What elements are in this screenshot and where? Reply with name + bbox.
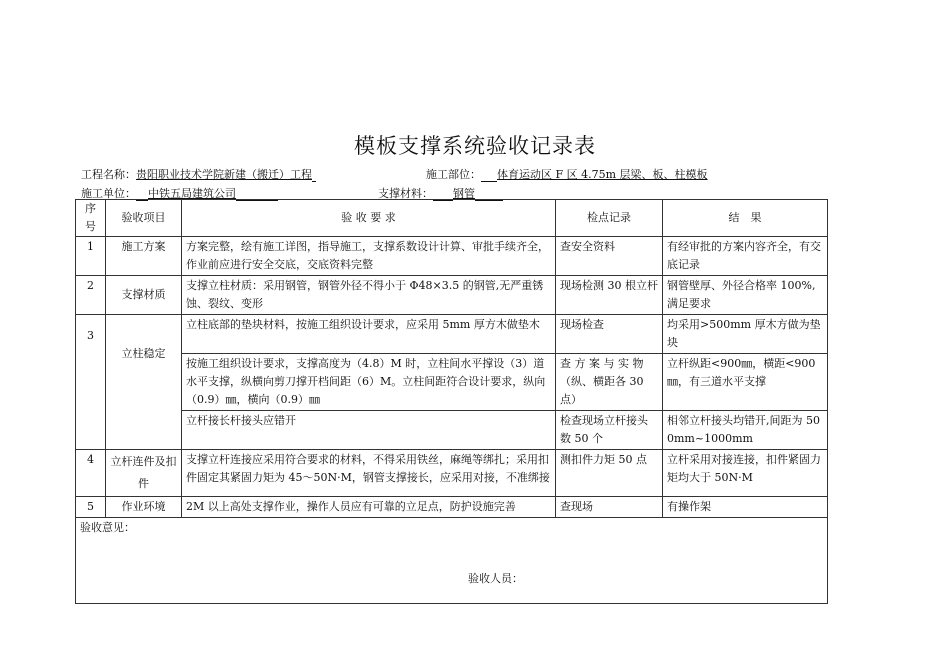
row-result: 有操作架 xyxy=(663,497,828,518)
row-check-record: 测扣件力矩 50 点 xyxy=(556,450,663,497)
row-check-record: 查安全资料 xyxy=(556,237,663,276)
row-number: 3 xyxy=(76,315,106,450)
row-requirement: 2M 以上高处支撑作业，操作人员应有可靠的立足点，防护设施完善 xyxy=(182,497,556,518)
header-requirement: 验 收 要 求 xyxy=(182,200,556,237)
project-name-value: 贵阳职业技术学院新建（搬迁）工程 xyxy=(136,168,312,181)
document-title: 模板支撑系统验收记录表 xyxy=(354,134,596,158)
row-check-record: 查现场 xyxy=(556,497,663,518)
construction-location-label: 施工部位： xyxy=(426,168,481,181)
header-check-record: 检点记录 xyxy=(556,200,663,237)
row-result: 立杆采用对接连接，扣件紧固力矩均大于 50N·M xyxy=(663,450,828,497)
project-name-line xyxy=(81,166,316,182)
acceptance-signer-label: 验收人员： xyxy=(468,572,523,585)
row-item: 作业环境 xyxy=(106,497,182,518)
row-requirement: 立柱底部的垫块材料，按施工组织设计要求，应采用 5mm 厚方木做垫木 xyxy=(182,315,556,354)
support-material-value: 钢管 xyxy=(453,187,475,200)
row-item: 施工方案 xyxy=(106,237,182,276)
row-requirement: 支撑立杆连接应采用符合要求的材料，不得采用铁丝，麻绳等绑扎；采用扣件固定其紧固力矩为 45～50N·M，钢管支撑接长，应采用对接，不准绑接 xyxy=(182,450,556,497)
row-result: 钢管壁厚、外径合格率 100%,满足要求 xyxy=(663,276,828,315)
table-row xyxy=(76,276,828,315)
inspection-table xyxy=(75,199,828,604)
row-number: 1 xyxy=(76,237,106,276)
acceptance-opinion-label: 验收意见： xyxy=(80,521,135,534)
table-row xyxy=(76,497,828,518)
table-row xyxy=(76,354,828,411)
opinion-row xyxy=(76,518,828,604)
row-number: 5 xyxy=(76,497,106,518)
row-check-record: 现场检查 xyxy=(556,315,663,354)
construction-location-value: 体育运动区 F 区 4.75m 层梁、板、柱模板 xyxy=(497,168,708,181)
row-item: 支撑材质 xyxy=(106,276,182,315)
row-item: 立柱稳定 xyxy=(106,315,182,450)
row-result: 有经审批的方案内容齐全，有交底记录 xyxy=(663,237,828,276)
table-row xyxy=(76,450,828,497)
table-row xyxy=(76,237,828,276)
row-requirement: 立杆接长杆接头应错开 xyxy=(182,411,556,450)
row-check-record: 查 方 案 与 实 物（纵、横距各 30 点） xyxy=(556,354,663,411)
row-item: 立杆连件及扣件 xyxy=(106,450,182,497)
support-material-label: 支撑材料： xyxy=(378,187,433,200)
construction-unit-value: 中铁五局建筑公司 xyxy=(148,187,236,200)
row-requirement: 方案完整，绘有施工详图，指导施工，支撑系数设计计算、审批手续齐全，作业前应进行安全交底，交底资料完整 xyxy=(182,237,556,276)
header-result: 结 果 xyxy=(663,200,828,237)
row-result: 均采用>500mm 厚木方做为垫块 xyxy=(663,315,828,354)
row-result: 相邻立杆接头均错开,间距为 500mm~1000mm xyxy=(663,411,828,450)
table-row xyxy=(76,315,828,354)
row-check-record: 检查现场立杆接头数 50 个 xyxy=(556,411,663,450)
acceptance-opinion-cell xyxy=(76,518,828,604)
row-requirement: 支撑立柱材质：采用钢管，钢管外径不得小于 Φ48×3.5 的钢管,无严重锈蚀、裂纹、变形 xyxy=(182,276,556,315)
header-no: 序号 xyxy=(76,200,106,237)
construction-location-line xyxy=(426,166,708,182)
row-number: 2 xyxy=(76,276,106,315)
row-result: 立杆纵距<900㎜，横距<900㎜，有三道水平支撑 xyxy=(663,354,828,411)
table-row xyxy=(76,411,828,450)
row-requirement: 按施工组织设计要求，支撑高度为（4.8）M 时，立柱间水平撑设（3）道水平支撑，纵横向剪刀撑开档间距（6）M。立柱间距符合设计要求，纵向（0.9）㎜，横向（0.9）㎜ xyxy=(182,354,556,411)
construction-unit-label: 施工单位： xyxy=(81,187,136,200)
header-item: 验收项目 xyxy=(106,200,182,237)
row-number: 4 xyxy=(76,450,106,497)
project-name-label: 工程名称： xyxy=(81,168,136,181)
table-header-row xyxy=(76,200,828,237)
row-check-record: 现场检测 30 根立杆 xyxy=(556,276,663,315)
